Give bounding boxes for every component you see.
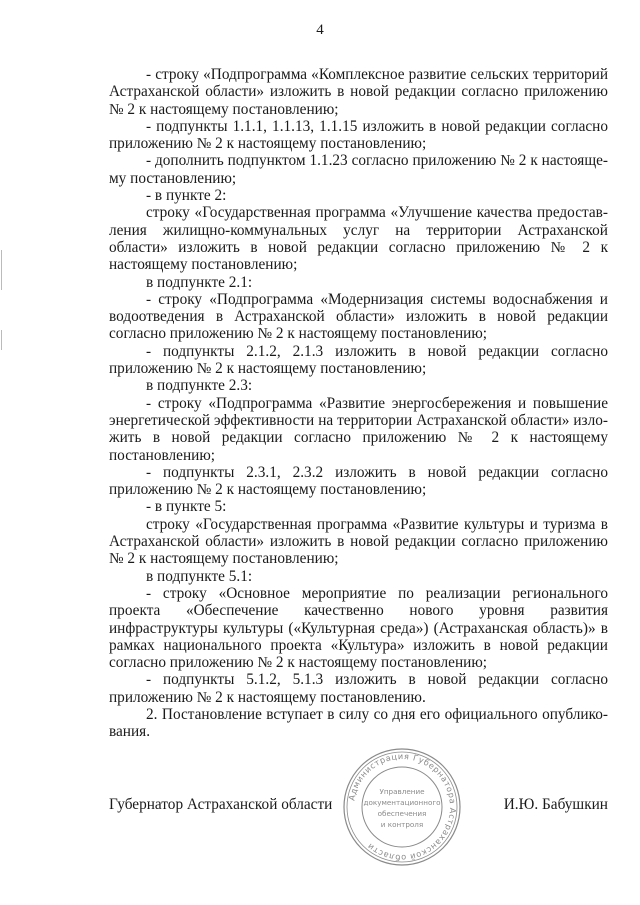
paragraph-7: - строку «Подпрограмма «Модернизация системы водоснабжения и водоотведения в Астраханской области» изложить в новой редакции согласно приложению № 2 к настоящему постановлению; [109,290,608,343]
paragraph-3: - дополнить подпунктом 1.1.23 согласно приложению № 2 к настоящему постановлению; [109,152,608,187]
paragraph-10: - строку «Подпрограмма «Развитие энергосбережения и повышение энергетической эффективности на территории Астраханской области» изложить в новой редакции согласно приложению № 2 к настоящему постановлению; [109,394,608,464]
stamp-outer-text: Администрация Губернатора Астраханской области [346,750,459,864]
paragraph-15: - строку «Основное мероприятие по реализации регионального проекта «Обеспечение качественно нового уровня развития инфраструктуры культуры («Культурная среда») (Астраханская область)» в рамках национального проекта «Культура» изложить в новой редакции согласно приложению № 2 к настоящему постановлению; [109,584,608,672]
paragraph-5: строку «Государственная программа «Улучшение качества предоставления жилищно-коммунальных услуг на территории Астраханской области» изложить в новой редакции согласно приложению № 2 к настоящему постановлению; [109,204,608,274]
paragraph-14: в подпункте 5.1: [146,567,253,585]
page-number: 4 [316,22,324,38]
scan-margin-mark [1,250,2,290]
paragraph-2: - подпункты 1.1.1, 1.1.13, 1.1.15 изложить в новой редакции согласно приложению № 2 к настоящему постановлению; [109,117,608,153]
signature-title: Губернатор Астраханской области [109,796,333,813]
stamp-inner-line: Управление [379,787,425,796]
paragraph-17: 2. Постановление вступает в силу со дня его официального опубликования. [109,705,608,741]
paragraph-6: в подпункте 2.1: [146,273,253,291]
signature-name: И.Ю. Бабушкин [503,796,608,813]
document-body [109,66,608,741]
stamp-inner-line: документационного [363,798,441,807]
scan-margin-mark [1,330,2,350]
stamp-inner-line: и контроля [380,820,424,829]
stamp-ring [344,749,460,865]
paragraph-11: - подпункты 2.3.1, 2.3.2 изложить в новой редакции согласно приложению № 2 к настоящему постановлению; [109,463,608,499]
stamp-ring [362,767,442,847]
stamp-inner-line: обеспечения [377,809,427,818]
paragraph-4: - в пункте 2: [146,187,227,205]
paragraph-13: строку «Государственная программа «Развитие культуры и туризма в Астраханской области» изложить в новой редакции согласно приложению № 2 к настоящему постановлению; [109,515,608,568]
official-stamp [340,745,464,869]
paragraph-16: - подпункты 5.1.2, 5.1.3 изложить в новой редакции согласно приложению № 2 к настоящему постановлению. [109,671,608,706]
paragraph-8: - подпункты 2.1.2, 2.1.3 изложить в новой редакции согласно приложению № 2 к настоящему постановлению; [109,342,608,378]
paragraph-9: в подпункте 2.3: [146,377,253,395]
paragraph-1: - строку «Подпрограмма «Комплексное развитие сельских территорий Астраханской области» изложить в новой редакции согласно приложению № 2 к настоящему постановлению; [109,66,608,118]
paragraph-12: - в пункте 5: [146,498,227,516]
